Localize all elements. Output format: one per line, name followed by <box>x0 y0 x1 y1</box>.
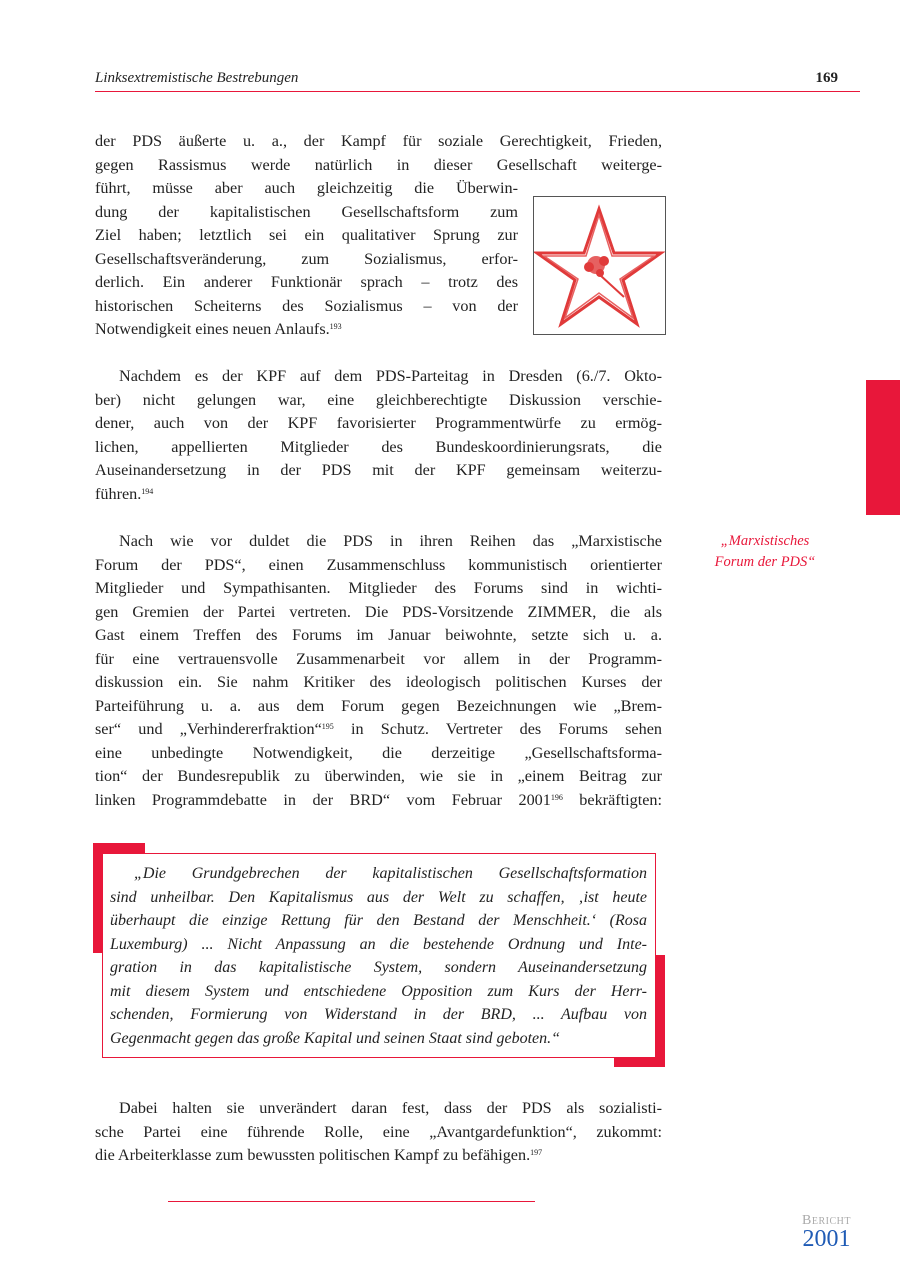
text-line <box>95 1144 662 1168</box>
text-line <box>95 248 518 272</box>
text-line <box>95 530 662 554</box>
text-line <box>95 718 662 742</box>
text-line <box>95 389 662 413</box>
line-text: Forum der PDS“, einen Zusammenschluss kommunistisch orientierter <box>95 555 662 574</box>
line-text: bekräftigten: <box>562 790 663 809</box>
text-line <box>95 648 662 672</box>
page-number: 169 <box>815 70 838 86</box>
text-line <box>95 295 518 319</box>
chapter-marker-tab <box>866 380 900 515</box>
text-line <box>95 436 662 460</box>
running-header-title: Linksextremistische Bestrebungen <box>95 70 299 86</box>
margin-note <box>690 531 840 573</box>
line-text: führen. <box>95 484 142 503</box>
quote-line <box>110 956 647 980</box>
line-text: Notwendigkeit eines neuen Anlaufs. <box>95 320 330 338</box>
text-line <box>95 154 662 178</box>
text-line <box>95 1097 662 1121</box>
line-text: eine unbedingte Notwendigkeit, die derzeitige „Gesellschaftsforma- <box>95 743 662 762</box>
margin-note-line: „Marxistisches <box>720 533 810 549</box>
text-line <box>95 130 662 154</box>
line-text: ser“ und „Verhindererfraktion“ <box>95 720 322 738</box>
quote-text: sind unheilbar. Den Kapitalismus aus der Welt zu schaffen, ‚ist heute <box>110 888 647 906</box>
text-line <box>95 271 518 295</box>
line-text: dung der kapitalistischen Gesellschaftsform zum <box>95 202 518 221</box>
text-line <box>95 201 518 225</box>
block-quote <box>110 862 647 1050</box>
red-star-icon <box>533 196 666 335</box>
text-line <box>95 789 662 813</box>
quote-text: Luxemburg) ... Nicht Anpassung an die bestehende Ordnung und Inte- <box>110 935 647 953</box>
line-text: Mitglieder und Sympathisanten. Mitglieder des Forums sind in wichti- <box>95 579 662 597</box>
line-text: Parteiführung u. a. aus dem Forum gegen Bezeichnungen wie „Brem- <box>95 696 662 715</box>
line-text: Auseinandersetzung in der PDS mit der KPF gemeinsam weiterzu- <box>95 461 662 479</box>
margin-note-line: Forum der PDS“ <box>714 554 816 570</box>
line-text: Gesellschaftsveränderung, zum Sozialismus, erfor- <box>95 249 518 268</box>
text-line <box>95 601 662 625</box>
line-text: der PDS äußerte u. a., der Kampf für soziale Gerechtigkeit, Frieden, <box>95 132 662 150</box>
footnote-rule <box>168 1201 535 1202</box>
text-line <box>95 577 662 601</box>
line-text: Nach wie vor duldet die PDS in ihren Reihen das „Marxistische <box>119 532 662 550</box>
paragraph <box>95 1097 662 1168</box>
quote-line <box>110 909 647 933</box>
text-line <box>95 624 662 648</box>
quote-line <box>110 933 647 957</box>
header-rule <box>95 91 860 92</box>
text-line <box>95 177 518 201</box>
text-line <box>95 742 662 766</box>
line-text: in Schutz. Vertreter des Forums sehen <box>333 720 662 738</box>
text-line <box>95 1121 662 1145</box>
line-text: für eine vertrauensvolle Zusammenarbeit vor allem in der Programm- <box>95 649 662 668</box>
text-line <box>95 554 662 578</box>
quote-text: Gegenmacht gegen das große Kapital und seinen Staat sind geboten.“ <box>110 1029 561 1047</box>
footnote-ref: 197 <box>530 1148 543 1157</box>
quote-line <box>110 886 647 910</box>
quote-text: überhaupt die einzige Rettung für den Bestand der Menschheit.‘ (Rosa <box>110 912 647 929</box>
text-line <box>95 459 662 483</box>
report-logo <box>802 1213 851 1250</box>
text-line <box>95 671 662 695</box>
text-line <box>95 224 518 248</box>
text-line <box>95 695 662 719</box>
footnote-ref: 194 <box>141 486 154 496</box>
line-text: diskussion ein. Sie nahm Kritiker des ideologisch politischen Kurses der <box>95 673 662 691</box>
quote-text: „Die Grundgebrechen der kapitalistischen Gesellschaftsformation <box>134 865 647 882</box>
line-text: Ziel haben; letztlich sei ein qualitativer Sprung zur <box>95 226 518 244</box>
line-text: historischen Scheiterns des Sozialismus – von der <box>95 296 518 315</box>
quote-line <box>110 862 647 886</box>
line-text: ber) nicht gelungen war, eine gleichberechtigte Diskussion verschie- <box>95 390 662 409</box>
line-text: die Arbeiterklasse zum bewussten politischen Kampf zu befähigen. <box>95 1146 531 1164</box>
line-text: führt, müsse aber auch gleichzeitig die Überwin- <box>95 179 518 197</box>
text-line <box>95 483 662 507</box>
paragraph <box>95 365 662 506</box>
text-line <box>95 318 518 342</box>
quote-text: mit diesem System und entschiedene Opposition zum Kurs der Herr- <box>110 982 647 1000</box>
line-text: dener, auch von der KPF favorisierter Programmentwürfe zu ermög- <box>95 414 662 432</box>
line-text: Gast einem Treffen des Forums im Januar beiwohnte, setzte sich u. a. <box>95 626 662 644</box>
quote-line <box>110 980 647 1004</box>
text-line <box>95 765 662 789</box>
quote-line <box>110 1003 647 1027</box>
line-text: gegen Rassismus werde natürlich in dieser Gesellschaft weiterge- <box>95 155 662 174</box>
logo-word: Bericht <box>802 1213 851 1228</box>
line-text: gen Gremien der Partei vertreten. Die PDS-Vorsitzende ZIMMER, die als <box>95 602 662 621</box>
text-line <box>95 412 662 436</box>
quote-accent <box>655 955 665 1067</box>
paragraph <box>95 530 662 812</box>
quote-text: gration in das kapitalistische System, sondern Auseinandersetzung <box>110 959 647 976</box>
line-text: tion“ der Bundesrepublik zu überwinden, wie sie in „einem Beitrag zur <box>95 767 662 785</box>
line-text: Dabei halten sie unverändert daran fest, dass der PDS als sozialisti- <box>119 1099 662 1117</box>
footnote-ref: 196 <box>550 792 563 802</box>
line-text: Nachdem es der KPF auf dem PDS-Parteitag in Dresden (6./7. Okto- <box>119 367 662 385</box>
line-text: sche Partei eine führende Rolle, eine „Avantgardefunktion“, zukommt: <box>95 1122 662 1141</box>
line-text: lichen, appellierten Mitglieder des Bundeskoordinierungsrats, die <box>95 437 662 456</box>
text-line <box>95 365 662 389</box>
quote-text: schenden, Formierung von Widerstand in der BRD, ... Aufbau von <box>110 1006 647 1023</box>
footnote-ref: 193 <box>329 322 342 331</box>
line-text: derlich. Ein anderer Funktionär sprach – trotz des <box>95 273 518 291</box>
line-text: linken Programmdebatte in der BRD“ vom Februar 2001 <box>95 790 551 809</box>
quote-line <box>110 1027 647 1051</box>
logo-year: 2001 <box>802 1226 851 1252</box>
footnote-ref: 195 <box>321 722 334 731</box>
